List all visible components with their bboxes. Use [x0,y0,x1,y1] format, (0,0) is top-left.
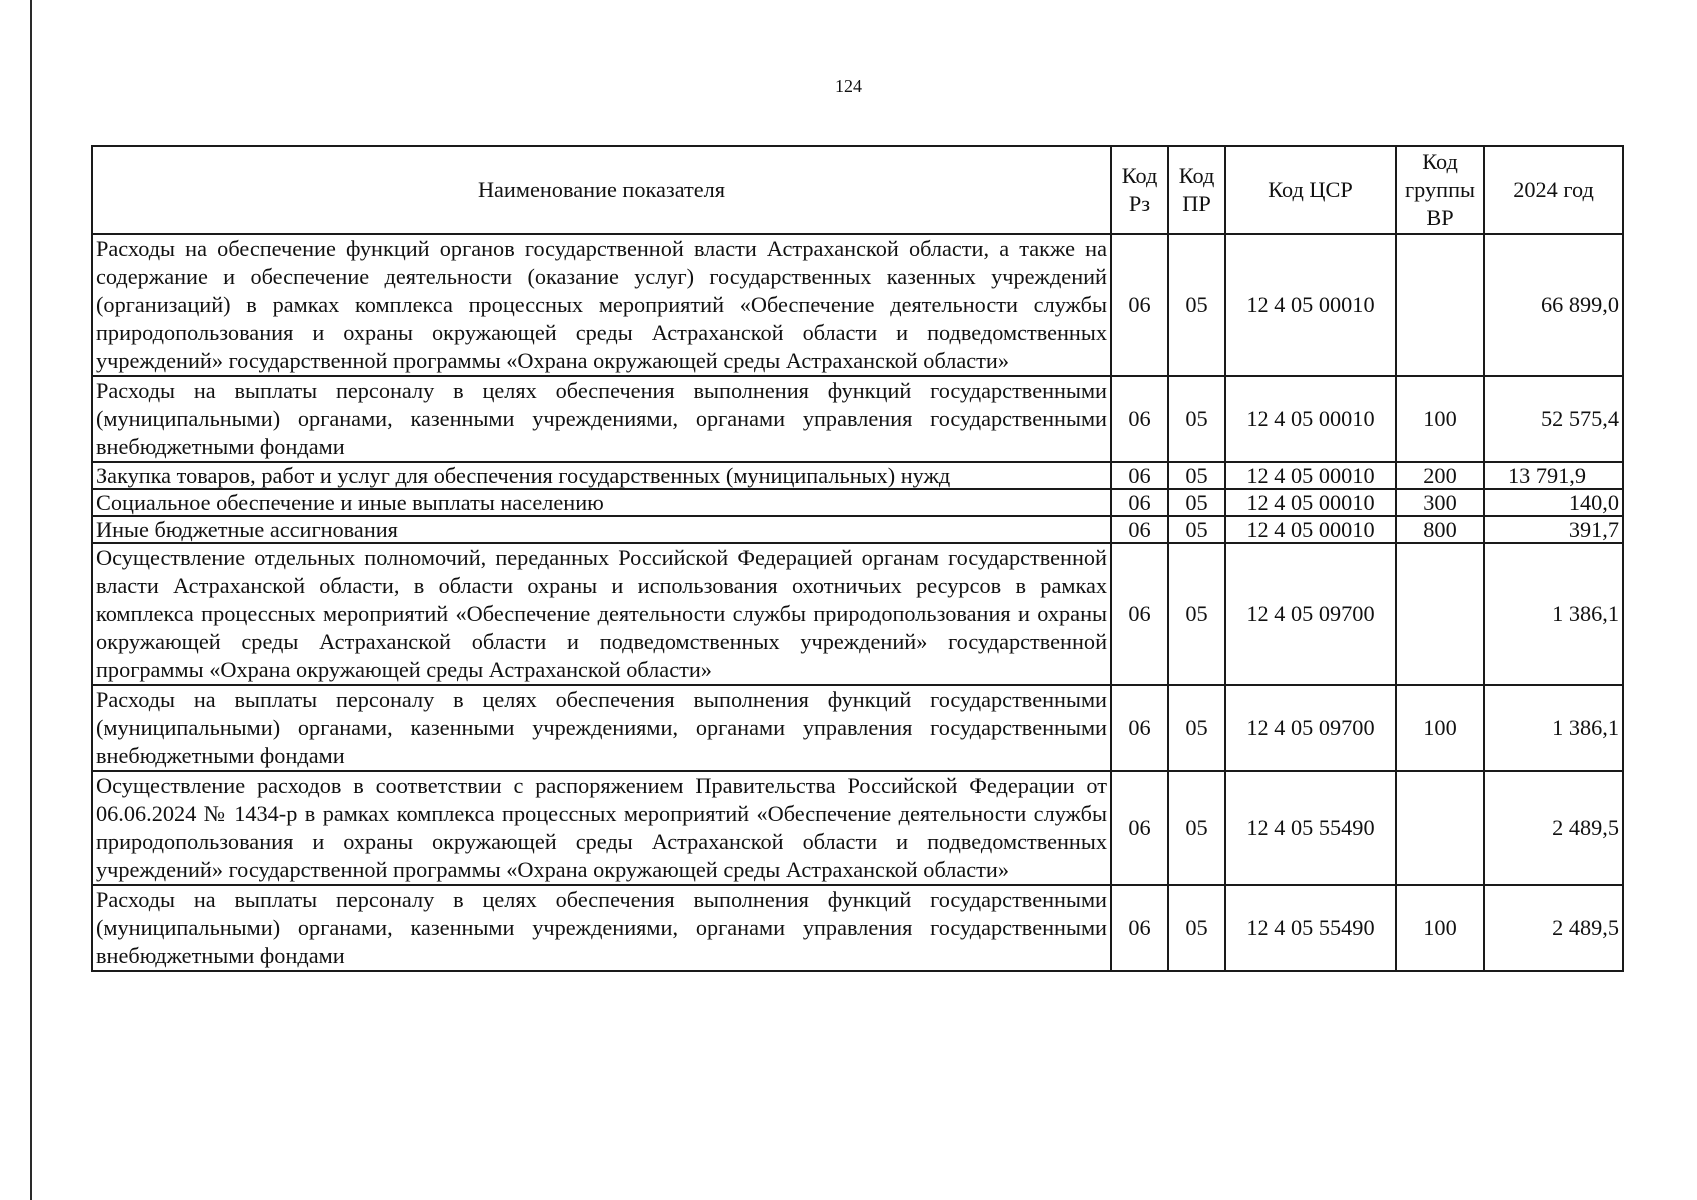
row-csr: 12 4 05 00010 [1225,376,1396,462]
left-margin-rule [30,0,32,1200]
header-vr: Код группы ВР [1396,146,1484,234]
page-number: 124 [835,76,862,96]
row-pr: 05 [1168,543,1225,685]
row-rz: 06 [1111,462,1168,489]
row-vr: 100 [1396,885,1484,971]
row-vr: 100 [1396,376,1484,462]
row-rz: 06 [1111,685,1168,771]
row-vr: 800 [1396,516,1484,543]
row-name: Расходы на выплаты персоналу в целях обеспечения выполнения функций государственными (муниципальными) органами, казенными учреждениями, органами управления государственными внебюджетными фондами [92,685,1111,771]
row-name: Закупка товаров, работ и услуг для обеспечения государственных (муниципальных) нужд [92,462,1111,489]
row-name: Иные бюджетные ассигнования [92,516,1111,543]
row-rz: 06 [1111,885,1168,971]
row-amount: 52 575,4 [1484,376,1623,462]
row-pr: 05 [1168,234,1225,376]
row-rz: 06 [1111,543,1168,685]
row-name: Расходы на выплаты персоналу в целях обеспечения выполнения функций государственными (муниципальными) органами, казенными учреждениями, органами управления государственными внебюджетными фондами [92,376,1111,462]
row-name: Социальное обеспечение и иные выплаты населению [92,489,1111,516]
row-vr: 300 [1396,489,1484,516]
row-csr: 12 4 05 00010 [1225,489,1396,516]
table-row [92,234,1623,376]
row-rz: 06 [1111,489,1168,516]
header-pr: Код ПР [1168,146,1225,234]
row-amount: 2 489,5 [1484,885,1623,971]
row-csr: 12 4 05 00010 [1225,462,1396,489]
row-amount: 66 899,0 [1484,234,1623,376]
row-csr: 12 4 05 55490 [1225,771,1396,885]
row-name: Осуществление отдельных полномочий, переданных Российской Федерацией органам государственной власти Астраханской области, в области охраны и использования охотничьих ресурсов в рамках комплекса процессных мероприятий «Обеспечение деятельности службы природопользования и охраны окружающей среды Астраханской области и подведомственных учреждений» государственной программы «Охрана окружающей среды Астраханской области» [92,543,1111,685]
row-vr [1396,543,1484,685]
row-pr: 05 [1168,516,1225,543]
row-vr: 200 [1396,462,1484,489]
table-row [92,685,1623,771]
row-pr: 05 [1168,885,1225,971]
header-rz: Код Рз [1111,146,1168,234]
header-csr: Код ЦСР [1225,146,1396,234]
row-pr: 05 [1168,771,1225,885]
row-name: Расходы на выплаты персоналу в целях обеспечения выполнения функций государственными (муниципальными) органами, казенными учреждениями, органами управления государственными внебюджетными фондами [92,885,1111,971]
row-csr: 12 4 05 55490 [1225,885,1396,971]
table-header-row [92,146,1623,234]
row-csr: 12 4 05 09700 [1225,685,1396,771]
row-rz: 06 [1111,376,1168,462]
row-pr: 05 [1168,685,1225,771]
row-rz: 06 [1111,234,1168,376]
table-row [92,489,1623,516]
row-pr: 05 [1168,489,1225,516]
table-row [92,462,1623,489]
budget-table [91,145,1624,972]
row-amount: 13 791,9 [1484,462,1623,489]
row-vr [1396,771,1484,885]
row-rz: 06 [1111,516,1168,543]
row-vr: 100 [1396,685,1484,771]
row-csr: 12 4 05 00010 [1225,234,1396,376]
row-vr [1396,234,1484,376]
row-amount: 2 489,5 [1484,771,1623,885]
row-amount: 140,0 [1484,489,1623,516]
row-amount: 1 386,1 [1484,685,1623,771]
header-year: 2024 год [1484,146,1623,234]
table-row [92,885,1623,971]
row-csr: 12 4 05 09700 [1225,543,1396,685]
row-name: Осуществление расходов в соответствии с распоряжением Правительства Российской Федерации от 06.06.2024 № 1434-р в рамках комплекса процессных мероприятий «Обеспечение деятельности службы природопользования и охраны окружающей среды Астраханской области и подведомственных учреждений» государственной программы «Охрана окружающей среды Астраханской области» [92,771,1111,885]
table-row [92,543,1623,685]
row-name: Расходы на обеспечение функций органов государственной власти Астраханской области, а также на содержание и обеспечение деятельности (оказание услуг) государственных казенных учреждений (организаций) в рамках комплекса процессных мероприятий «Обеспечение деятельности службы природопользования и охраны окружающей среды Астраханской области и подведомственных учреждений» государственной программы «Охрана окружающей среды Астраханской области» [92,234,1111,376]
row-rz: 06 [1111,771,1168,885]
row-pr: 05 [1168,462,1225,489]
table-row [92,771,1623,885]
row-csr: 12 4 05 00010 [1225,516,1396,543]
row-amount: 391,7 [1484,516,1623,543]
header-name: Наименование показателя [92,146,1111,234]
table-row [92,516,1623,543]
row-amount: 1 386,1 [1484,543,1623,685]
table-row [92,376,1623,462]
row-pr: 05 [1168,376,1225,462]
